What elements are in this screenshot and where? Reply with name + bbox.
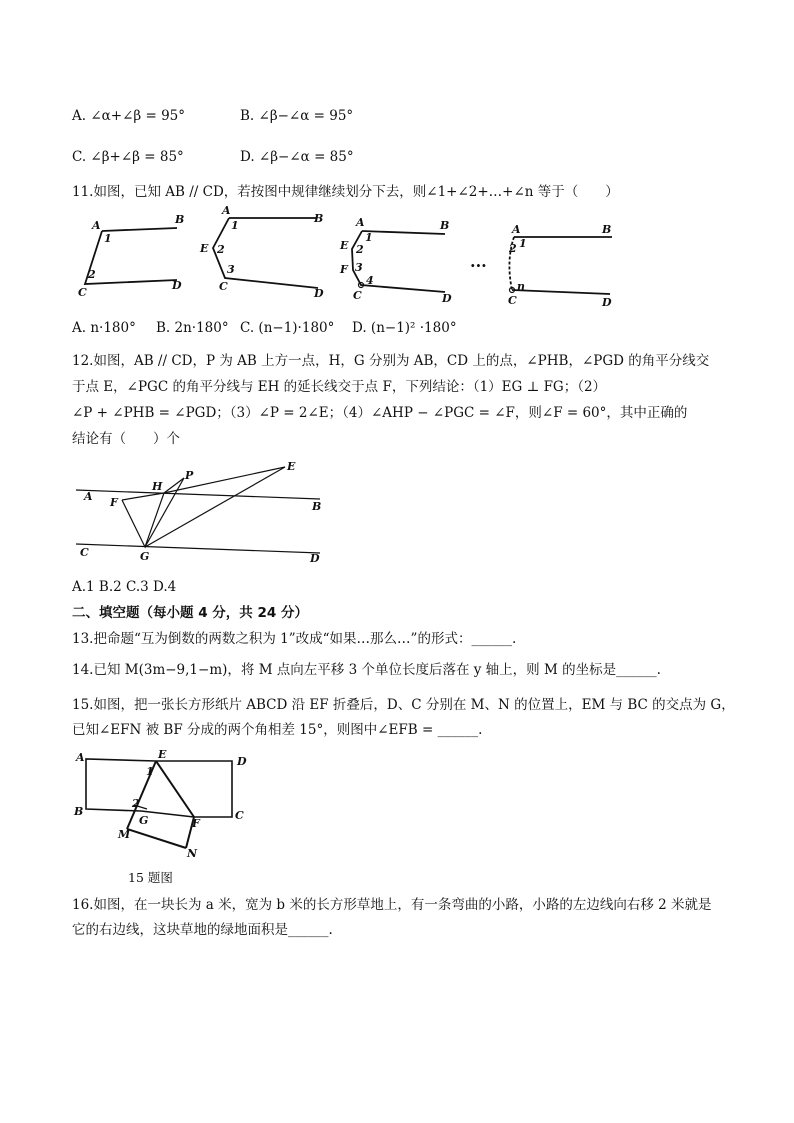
svg-text:A: A [222,206,231,217]
q12-line-1: 12.如图，AB // CD，P 为 AB 上方一点，H，G 分别为 AB，CD 上的点，∠PHB，∠PGD 的角平分线交 [72,353,710,369]
svg-text:H: H [152,480,163,493]
q15-figure [72,745,262,860]
svg-text:1: 1 [519,237,527,250]
svg-text:C: C [508,294,517,307]
svg-text:C: C [353,289,362,302]
svg-text:E: E [158,748,167,761]
svg-text:A: A [356,216,365,229]
svg-text:N: N [187,847,198,860]
svg-text:P: P [185,469,194,482]
q10-option-b: B. ∠β−∠α = 95° [240,108,354,124]
q15-caption: 15 题图 [128,870,173,885]
svg-text:3: 3 [227,263,235,276]
q11-figure-4 [508,223,612,309]
svg-text:E: E [287,460,296,473]
svg-text:2: 2 [356,243,364,256]
q11-option-d: D. (n−1)² ·180° [352,320,457,336]
svg-text:2: 2 [132,797,140,810]
q15-line-1: 15.如图，把一张长方形纸片 ABCD 沿 EF 折叠后，D、C 分别在 M、N 的位置上，EM 与 BC 的交点为 G， [72,697,735,713]
svg-text:D: D [314,287,324,300]
q16-line-1: 16.如图，在一块长为 a 米，宽为 b 米的长方形草地上，有一条弯曲的小路，小路的左边线向右移 2 米就是 [72,897,712,913]
svg-text:G: G [139,814,149,827]
svg-text:E: E [340,239,349,252]
q12-figure [72,456,342,574]
q11-option-a: A. n·180° [72,320,136,336]
svg-text:D: D [237,755,247,768]
svg-text:1: 1 [231,219,239,232]
q11-option-b: B. 2n·180° [156,320,229,336]
q11-figures [72,206,632,316]
q14-stem: 14.已知 M(3m−9,1−m)，将 M 点向左平移 3 个单位长度后落在 y 轴上，则 M 的坐标是______. [72,662,661,678]
svg-text:n: n [517,280,525,293]
svg-text:1: 1 [104,232,112,245]
q13-stem: 13.把命题“互为倒数的两数之积为 1”改成“如果…那么…”的形式：______. [72,631,517,647]
svg-text:A: A [76,751,85,764]
q11-stem: 11.如图，已知 AB // CD，若按图中规律继续划分下去，则∠1+∠2+…+∠n 等于（ ） [72,184,619,200]
svg-text:D: D [310,552,320,565]
svg-text:C: C [80,546,89,559]
svg-text:A: A [84,490,93,503]
q11-figure-1 [78,213,184,299]
svg-text:F: F [340,263,348,276]
svg-text:F: F [110,496,118,509]
svg-text:B: B [175,213,185,226]
svg-text:1: 1 [365,231,373,244]
q11-option-c: C. (n−1)·180° [240,320,335,336]
svg-text:B: B [314,212,324,225]
svg-text:2: 2 [217,243,225,256]
svg-text:2: 2 [509,242,517,255]
svg-text:3: 3 [355,261,363,274]
section-2-heading: 二、填空题（每小题 4 分，共 24 分） [72,605,308,621]
q12-line-2: 于点 E，∠PGC 的角平分线与 EH 的延长线交于点 F，下列结论：（1）EG ⊥ FG；（2） [72,379,607,395]
svg-text:F: F [192,817,200,830]
svg-text:B: B [440,219,450,232]
q16-line-2: 它的右边线，这块草地的绿地面积是______. [72,922,333,938]
svg-text:D: D [602,296,612,309]
q11-ellipsis: ··· [470,256,487,275]
svg-text:B: B [74,805,84,818]
q10-option-c: C. ∠β+∠β = 85° [72,149,184,165]
q12-line-4: 结论有（ ）个 [72,431,180,447]
svg-text:B: B [312,500,322,513]
q10-option-a: A. ∠α+∠β = 95° [72,108,186,124]
svg-text:4: 4 [366,274,374,287]
svg-text:G: G [140,550,150,563]
svg-text:E: E [200,242,209,255]
svg-text:A: A [512,223,521,236]
svg-text:2: 2 [88,268,96,281]
svg-text:D: D [172,279,182,292]
svg-text:A: A [92,219,101,232]
svg-text:B: B [602,223,612,236]
q11-figure-2 [199,206,324,300]
q12-line-3: ∠P + ∠PHB = ∠PGD；（3）∠P = 2∠E；（4）∠AHP − ∠PGC = ∠F，则∠F = 60°，其中正确的 [72,405,688,421]
svg-text:M: M [118,828,131,841]
svg-text:C: C [78,286,87,299]
q12-options: A.1 B.2 C.3 D.4 [72,579,177,595]
svg-text:1: 1 [146,765,154,778]
q11-figure-3 [339,216,452,305]
q15-line-2: 已知∠EFN 被 BF 分成的两个角相差 15°，则图中∠EFB = ______. [72,722,483,738]
svg-text:D: D [442,292,452,305]
q10-option-d: D. ∠β−∠α = 85° [240,149,354,165]
svg-text:C: C [219,280,228,293]
svg-text:C: C [235,809,244,822]
